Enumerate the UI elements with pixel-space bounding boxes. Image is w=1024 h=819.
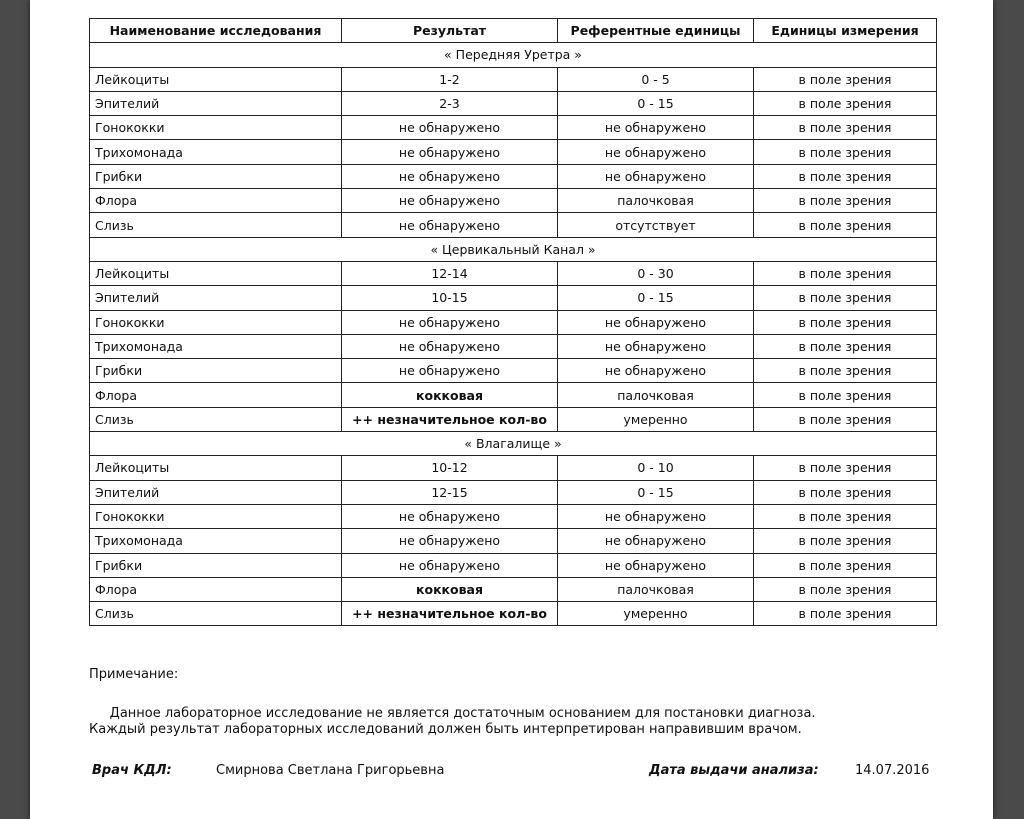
cell-test-name: Трихомонада [90, 334, 342, 358]
cell-reference: не обнаружено [558, 140, 754, 164]
table-row [90, 310, 937, 334]
cell-result: 10-12 [342, 456, 558, 480]
table-row [90, 529, 937, 553]
cell-unit: в поле зрения [754, 407, 937, 431]
cell-result: не обнаружено [342, 334, 558, 358]
cell-test-name: Грибки [90, 359, 342, 383]
table-row [90, 602, 937, 626]
cell-result: не обнаружено [342, 310, 558, 334]
cell-result: ++ незначительное кол-во [342, 602, 558, 626]
cell-test-name: Флора [90, 577, 342, 601]
doctor-name: Смирнова Светлана Григорьевна [216, 763, 445, 778]
cell-result: не обнаружено [342, 140, 558, 164]
cell-result: не обнаружено [342, 359, 558, 383]
cell-test-name: Флора [90, 383, 342, 407]
table-row [90, 261, 937, 285]
cell-reference: не обнаружено [558, 504, 754, 528]
table-row [90, 480, 937, 504]
cell-reference: 0 - 15 [558, 286, 754, 310]
cell-reference: 0 - 15 [558, 480, 754, 504]
table-row [90, 553, 937, 577]
cell-reference: не обнаружено [558, 310, 754, 334]
cell-test-name: Флора [90, 189, 342, 213]
cell-unit: в поле зрения [754, 334, 937, 358]
cell-reference: палочковая [558, 383, 754, 407]
cell-result: 2-3 [342, 91, 558, 115]
cell-unit: в поле зрения [754, 359, 937, 383]
cell-test-name: Эпителий [90, 480, 342, 504]
cell-test-name: Трихомонада [90, 140, 342, 164]
cell-unit: в поле зрения [754, 140, 937, 164]
table-row [90, 286, 937, 310]
table-row [90, 359, 937, 383]
cell-result: 1-2 [342, 67, 558, 91]
cell-test-name: Грибки [90, 164, 342, 188]
cell-test-name: Эпителий [90, 91, 342, 115]
table-row [90, 140, 937, 164]
cell-unit: в поле зрения [754, 164, 937, 188]
issue-date-label: Дата выдачи анализа: [649, 763, 819, 778]
cell-unit: в поле зрения [754, 577, 937, 601]
cell-result: не обнаружено [342, 116, 558, 140]
cell-result: не обнаружено [342, 164, 558, 188]
cell-unit: в поле зрения [754, 116, 937, 140]
section-header-row [90, 237, 937, 261]
cell-result: 12-14 [342, 261, 558, 285]
section-header-row [90, 43, 937, 67]
cell-test-name: Грибки [90, 553, 342, 577]
table-row [90, 91, 937, 115]
cell-result: кокковая [342, 577, 558, 601]
cell-test-name: Эпителий [90, 286, 342, 310]
cell-reference: палочковая [558, 577, 754, 601]
cell-test-name: Трихомонада [90, 529, 342, 553]
cell-unit: в поле зрения [754, 529, 937, 553]
header-unit: Единицы измерения [754, 19, 937, 43]
cell-result: ++ незначительное кол-во [342, 407, 558, 431]
table-row [90, 407, 937, 431]
issue-date: 14.07.2016 [855, 763, 930, 778]
cell-test-name: Лейкоциты [90, 67, 342, 91]
cell-result: не обнаружено [342, 529, 558, 553]
section-title: « Цервикальный Канал » [90, 237, 937, 261]
cell-reference: палочковая [558, 189, 754, 213]
cell-unit: в поле зрения [754, 456, 937, 480]
section-title: « Передняя Уретра » [90, 43, 937, 67]
cell-unit: в поле зрения [754, 480, 937, 504]
table-row [90, 67, 937, 91]
cell-reference: 0 - 5 [558, 67, 754, 91]
cell-reference: не обнаружено [558, 164, 754, 188]
table-row [90, 577, 937, 601]
cell-test-name: Слизь [90, 602, 342, 626]
cell-reference: не обнаружено [558, 116, 754, 140]
header-reference: Референтные единицы [558, 19, 754, 43]
cell-test-name: Лейкоциты [90, 456, 342, 480]
cell-result: кокковая [342, 383, 558, 407]
cell-unit: в поле зрения [754, 504, 937, 528]
table-row [90, 383, 937, 407]
cell-test-name: Гонококки [90, 116, 342, 140]
table-row [90, 213, 937, 237]
section-title: « Влагалище » [90, 432, 937, 456]
cell-unit: в поле зрения [754, 286, 937, 310]
header-test-name: Наименование исследования [90, 19, 342, 43]
cell-result: 12-15 [342, 480, 558, 504]
cell-unit: в поле зрения [754, 189, 937, 213]
note-text [89, 706, 869, 738]
cell-result: не обнаружено [342, 213, 558, 237]
table-row [90, 334, 937, 358]
document-page [30, 0, 993, 819]
note-body: Данное лабораторное исследование не является достаточным основанием для постановки диагноза. Каждый результат лабораторных исследований должен быть интерпретирован направившим врачом. [89, 706, 816, 737]
cell-test-name: Гонококки [90, 504, 342, 528]
table-row [90, 504, 937, 528]
cell-unit: в поле зрения [754, 213, 937, 237]
cell-reference: не обнаружено [558, 553, 754, 577]
cell-unit: в поле зрения [754, 553, 937, 577]
results-table [89, 18, 937, 626]
cell-reference: 0 - 10 [558, 456, 754, 480]
table-header-row [90, 19, 937, 43]
cell-unit: в поле зрения [754, 310, 937, 334]
table-row [90, 456, 937, 480]
cell-test-name: Лейкоциты [90, 261, 342, 285]
cell-unit: в поле зрения [754, 91, 937, 115]
cell-unit: в поле зрения [754, 602, 937, 626]
section-header-row [90, 432, 937, 456]
cell-reference: отсутствует [558, 213, 754, 237]
cell-reference: не обнаружено [558, 334, 754, 358]
cell-unit: в поле зрения [754, 261, 937, 285]
table-body [90, 43, 937, 626]
cell-reference: не обнаружено [558, 529, 754, 553]
table-row [90, 164, 937, 188]
cell-reference: умеренно [558, 407, 754, 431]
cell-reference: 0 - 30 [558, 261, 754, 285]
table-row [90, 189, 937, 213]
cell-reference: 0 - 15 [558, 91, 754, 115]
cell-reference: умеренно [558, 602, 754, 626]
header-result: Результат [342, 19, 558, 43]
cell-unit: в поле зрения [754, 383, 937, 407]
cell-result: 10-15 [342, 286, 558, 310]
cell-test-name: Слизь [90, 407, 342, 431]
cell-reference: не обнаружено [558, 359, 754, 383]
cell-result: не обнаружено [342, 504, 558, 528]
doctor-label: Врач КДЛ: [92, 763, 172, 778]
note-label: Примечание: [89, 667, 179, 682]
cell-test-name: Слизь [90, 213, 342, 237]
cell-result: не обнаружено [342, 189, 558, 213]
cell-result: не обнаружено [342, 553, 558, 577]
table-row [90, 116, 937, 140]
cell-test-name: Гонококки [90, 310, 342, 334]
cell-unit: в поле зрения [754, 67, 937, 91]
